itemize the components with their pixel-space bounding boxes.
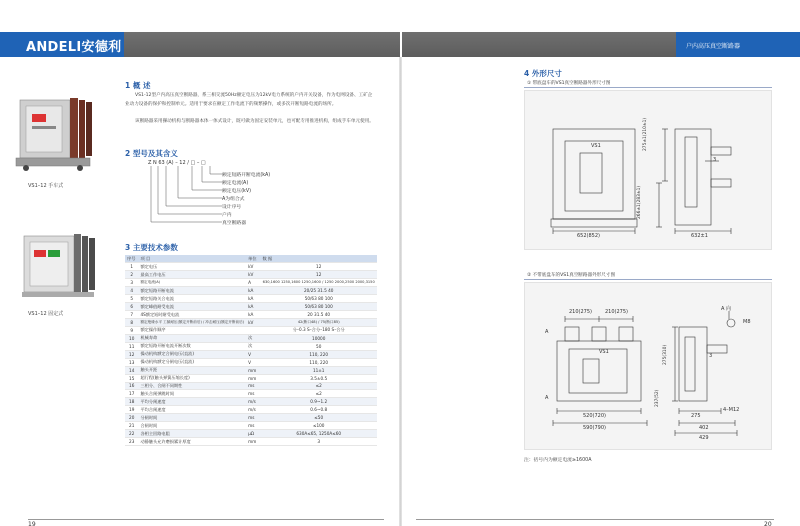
drawing-with-chassis bbox=[524, 90, 772, 250]
table-row bbox=[125, 406, 377, 414]
spec-no: 23 bbox=[125, 438, 138, 446]
specs-table bbox=[125, 255, 377, 446]
model-label-4: A为组合式 bbox=[222, 197, 245, 202]
spec-value: 50/63 80 100 bbox=[260, 303, 377, 311]
spec-value: 50 bbox=[260, 342, 377, 350]
spec-item: 三相分、合闸不同期性 bbox=[138, 382, 246, 390]
spec-item: 机械寿命 bbox=[138, 334, 246, 342]
table-row bbox=[125, 303, 377, 311]
spec-value: ≤2 bbox=[260, 390, 377, 398]
spec-unit: kA bbox=[246, 311, 260, 319]
spec-unit bbox=[246, 326, 260, 334]
d1-vs1-label: VS1 bbox=[591, 143, 601, 149]
table-row bbox=[125, 271, 377, 279]
d2-top-left: 210(275) bbox=[569, 309, 592, 315]
spec-no: 9 bbox=[125, 326, 138, 334]
footer-rule-right bbox=[416, 519, 774, 520]
d2-depth-402: 402 bbox=[699, 425, 709, 431]
header-title: 户内高压真空断路器 bbox=[686, 43, 741, 50]
spec-value: 50/63 80 100 bbox=[260, 295, 377, 303]
model-label-3: 额定电压(kV) bbox=[222, 189, 251, 194]
drawing-with-chassis-lines bbox=[525, 91, 773, 251]
spec-item: 4S额定短时耐受电流 bbox=[138, 311, 246, 319]
spec-unit: V bbox=[246, 350, 260, 358]
page-header bbox=[0, 0, 800, 57]
spec-no: 2 bbox=[125, 271, 138, 279]
model-label-6: 户内 bbox=[222, 213, 232, 218]
spec-unit: kA bbox=[246, 287, 260, 295]
spec-item: 额定操作顺序 bbox=[138, 326, 246, 334]
spec-value: 12 bbox=[260, 271, 377, 279]
spec-unit: ms bbox=[246, 422, 260, 430]
spec-unit: kA bbox=[246, 303, 260, 311]
spec-value: 20/25 31.5 40 bbox=[260, 287, 377, 295]
spec-unit: ms bbox=[246, 414, 260, 422]
table-row bbox=[125, 398, 377, 406]
spec-unit: V bbox=[246, 358, 260, 366]
spec-item: 额定峰值耐受电流 bbox=[138, 303, 246, 311]
d1-callout-3: 3 bbox=[713, 157, 717, 163]
spec-no: 18 bbox=[125, 398, 138, 406]
d2-width-outer: 590(790) bbox=[583, 425, 606, 431]
table-row bbox=[125, 350, 377, 358]
dimension-note: 注：括号内为额定电流≥1600A bbox=[524, 458, 592, 463]
spec-item: 额定短路开断电流开断次数 bbox=[138, 342, 246, 350]
brand-logo: ANDELI安德利 bbox=[26, 40, 122, 55]
d1-height-lower: 266±1(283±1) bbox=[637, 185, 642, 219]
table-row bbox=[125, 382, 377, 390]
footer-rule-left bbox=[28, 519, 384, 520]
spec-no: 11 bbox=[125, 342, 138, 350]
model-title: 2 型号及其含义 bbox=[125, 149, 178, 158]
overview-para-2: 该断路器采用操动机构与断路器本体一体式设计，既可做为固定安装单元，也可配专用推进机构，组成手车单元使用。 bbox=[135, 119, 374, 124]
spec-unit: kV bbox=[246, 263, 260, 271]
specs-header-no: 序号 bbox=[125, 255, 138, 263]
spec-no: 10 bbox=[125, 334, 138, 342]
spec-unit: mm bbox=[246, 374, 260, 382]
spec-no: 5 bbox=[125, 295, 138, 303]
d1-width-right: 632±1 bbox=[691, 233, 708, 239]
model-label-2: 额定电流(A) bbox=[222, 181, 249, 186]
spec-no: 12 bbox=[125, 350, 138, 358]
spec-unit: A bbox=[246, 279, 260, 287]
spec-value: ≤50 bbox=[260, 414, 377, 422]
model-code-leader-lines bbox=[148, 166, 224, 232]
spec-item: 动静触头允许磨损累计厚度 bbox=[138, 438, 246, 446]
table-row bbox=[125, 422, 377, 430]
spec-unit: 次 bbox=[246, 342, 260, 350]
spec-unit: m/s bbox=[246, 398, 260, 406]
spec-value: 630A≤65, 1250A≤60 bbox=[260, 430, 377, 438]
spec-value: 42(断口48) / 75(断口85) bbox=[260, 319, 377, 327]
d2-height-upper: 275(310) bbox=[663, 344, 668, 365]
spec-unit: mm bbox=[246, 438, 260, 446]
spec-no: 16 bbox=[125, 382, 138, 390]
model-code: Z N 63 (A) – 12 / □ – □ bbox=[148, 160, 206, 166]
handcart-breaker-image bbox=[14, 92, 96, 174]
spec-no: 22 bbox=[125, 430, 138, 438]
spec-value: ≤100 bbox=[260, 422, 377, 430]
spec-unit: kA bbox=[246, 295, 260, 303]
drawing-without-chassis-lines bbox=[525, 283, 773, 451]
spec-item: 操动机构额定分闸电压(直流) bbox=[138, 358, 246, 366]
spec-item: 额定电流(A) bbox=[138, 279, 246, 287]
spec-item: 额定短路关合电流 bbox=[138, 295, 246, 303]
spec-no: 17 bbox=[125, 390, 138, 398]
table-row bbox=[125, 311, 377, 319]
model-label-7: 真空断路器 bbox=[222, 221, 246, 226]
spec-item: 操动机构额定合闸电压(直流) bbox=[138, 350, 246, 358]
spec-no: 13 bbox=[125, 358, 138, 366]
spec-no: 15 bbox=[125, 374, 138, 382]
spec-item: 额定电压 bbox=[138, 263, 246, 271]
table-row bbox=[125, 438, 377, 446]
spec-unit: ms bbox=[246, 390, 260, 398]
table-row bbox=[125, 287, 377, 295]
spec-unit: m/s bbox=[246, 406, 260, 414]
spec-value: 630,1600 1250,1600 1250,1600 / 1250 2000,2500 2000,3150 bbox=[260, 279, 377, 287]
spec-no: 1 bbox=[125, 263, 138, 271]
d2-a-direction: A 向 bbox=[721, 306, 732, 312]
table-row bbox=[125, 326, 377, 334]
dimension-subtitle-2: ② 不带底盘车的VS1真空断路器外形尺寸图 bbox=[524, 272, 772, 280]
spec-value: 0.6~0.8 bbox=[260, 406, 377, 414]
d2-width-inner: 520(720) bbox=[583, 413, 606, 419]
spec-value: ≤2 bbox=[260, 382, 377, 390]
spec-value: 分–0.3 S–合分–180 S–合分 bbox=[260, 326, 377, 334]
spec-no: 7 bbox=[125, 311, 138, 319]
spec-item: 最高工作电压 bbox=[138, 271, 246, 279]
specs-body bbox=[125, 263, 377, 446]
page-number-right: 20 bbox=[764, 521, 772, 526]
specs-title: 3 主要技术参数 bbox=[125, 243, 178, 252]
dimension-subtitle-1: ① 带底盘车的VS1真空断路器外形尺寸图 bbox=[524, 80, 772, 88]
spec-item: 超行程(触头弹簧压缩长度) bbox=[138, 374, 246, 382]
specs-header-unit: 单位 bbox=[246, 255, 260, 263]
specs-header-value: 数 据 bbox=[260, 255, 377, 263]
table-row bbox=[125, 342, 377, 350]
spec-item: 额定绝缘水平 工频耐压(额定开断前后) / 冲击耐压(额定开断前后) bbox=[138, 319, 246, 327]
spec-no: 3 bbox=[125, 279, 138, 287]
d2-a-top: A bbox=[545, 329, 549, 335]
spec-value: 3 bbox=[260, 438, 377, 446]
spec-unit: mm bbox=[246, 366, 260, 374]
spec-value: 10000 bbox=[260, 334, 377, 342]
table-row bbox=[125, 358, 377, 366]
table-row bbox=[125, 295, 377, 303]
spec-no: 4 bbox=[125, 287, 138, 295]
d2-a-bottom: A bbox=[545, 395, 549, 401]
table-row bbox=[125, 279, 377, 287]
spec-unit: kV bbox=[246, 319, 260, 327]
d2-m8: M8 bbox=[743, 319, 751, 325]
page-number-left: 19 bbox=[28, 521, 36, 526]
drawing-without-chassis bbox=[524, 282, 772, 450]
spec-no: 19 bbox=[125, 406, 138, 414]
spec-item: 合闸时间 bbox=[138, 422, 246, 430]
spec-item: 平均分闸速度 bbox=[138, 398, 246, 406]
spec-no: 14 bbox=[125, 366, 138, 374]
model-label-1: 额定短路开断电流(kA) bbox=[222, 173, 271, 178]
spec-no: 21 bbox=[125, 422, 138, 430]
spec-no: 8 bbox=[125, 319, 138, 327]
spec-item: 触头合闸弹跳时间 bbox=[138, 390, 246, 398]
d2-top-right: 210(275) bbox=[605, 309, 628, 315]
d2-bolts: 4–M12 bbox=[723, 407, 740, 413]
spec-unit: kV bbox=[246, 271, 260, 279]
d2-vs1-label: VS1 bbox=[599, 349, 609, 355]
d2-depth-429: 429 bbox=[699, 435, 709, 441]
overview-title: 1 概 述 bbox=[125, 81, 151, 90]
spec-value: 0.9~1.2 bbox=[260, 398, 377, 406]
table-row bbox=[125, 414, 377, 422]
d2-depth-275: 275 bbox=[691, 413, 701, 419]
spec-value: 12 bbox=[260, 263, 377, 271]
d2-callout-3: 3 bbox=[709, 353, 713, 359]
spec-value: 3.5±0.5 bbox=[260, 374, 377, 382]
spec-unit: 次 bbox=[246, 334, 260, 342]
spec-item: 额定短路开断电流 bbox=[138, 287, 246, 295]
table-row bbox=[125, 430, 377, 438]
dimensions-title: 4 外形尺寸 bbox=[524, 69, 562, 78]
fixed-breaker-image bbox=[18, 232, 100, 304]
spec-value: 110, 220 bbox=[260, 350, 377, 358]
spec-item: 分闸时间 bbox=[138, 414, 246, 422]
specs-header-row bbox=[125, 255, 377, 263]
specs-header-item: 项 目 bbox=[138, 255, 246, 263]
spec-unit: μΩ bbox=[246, 430, 260, 438]
table-row bbox=[125, 263, 377, 271]
d2-height-lower: 237(52) bbox=[655, 389, 660, 407]
spec-item: 触头开距 bbox=[138, 366, 246, 374]
spec-value: 11±1 bbox=[260, 366, 377, 374]
spec-item: 各相主回路电阻 bbox=[138, 430, 246, 438]
book-spine bbox=[399, 57, 402, 526]
table-row bbox=[125, 334, 377, 342]
spec-unit: ms bbox=[246, 382, 260, 390]
spec-no: 20 bbox=[125, 414, 138, 422]
model-label-5: 设计序号 bbox=[222, 205, 242, 210]
overview-para-1: VS1-12型户内高压真空断路器，系三相交流50Hz额定电压为12kV电力系统的户内开关设备，作为电网设备、工矿企业动力设备的保护和控制单元。适用于要求在额定工作电流下的频繁操作，或多次开断短路电流的场所。 bbox=[125, 93, 373, 107]
d1-width-left: 652(852) bbox=[577, 233, 600, 239]
d1-height-upper: 275±1(210±1) bbox=[643, 117, 648, 151]
table-row bbox=[125, 374, 377, 382]
handcart-caption: VS1–12 手车式 bbox=[28, 183, 64, 189]
spec-item: 平均合闸速度 bbox=[138, 406, 246, 414]
table-row bbox=[125, 366, 377, 374]
spec-value: 20 31.5 40 bbox=[260, 311, 377, 319]
table-row bbox=[125, 319, 377, 327]
spec-no: 6 bbox=[125, 303, 138, 311]
table-row bbox=[125, 390, 377, 398]
fixed-caption: VS1–12 固定式 bbox=[28, 311, 64, 317]
spec-value: 110, 220 bbox=[260, 358, 377, 366]
